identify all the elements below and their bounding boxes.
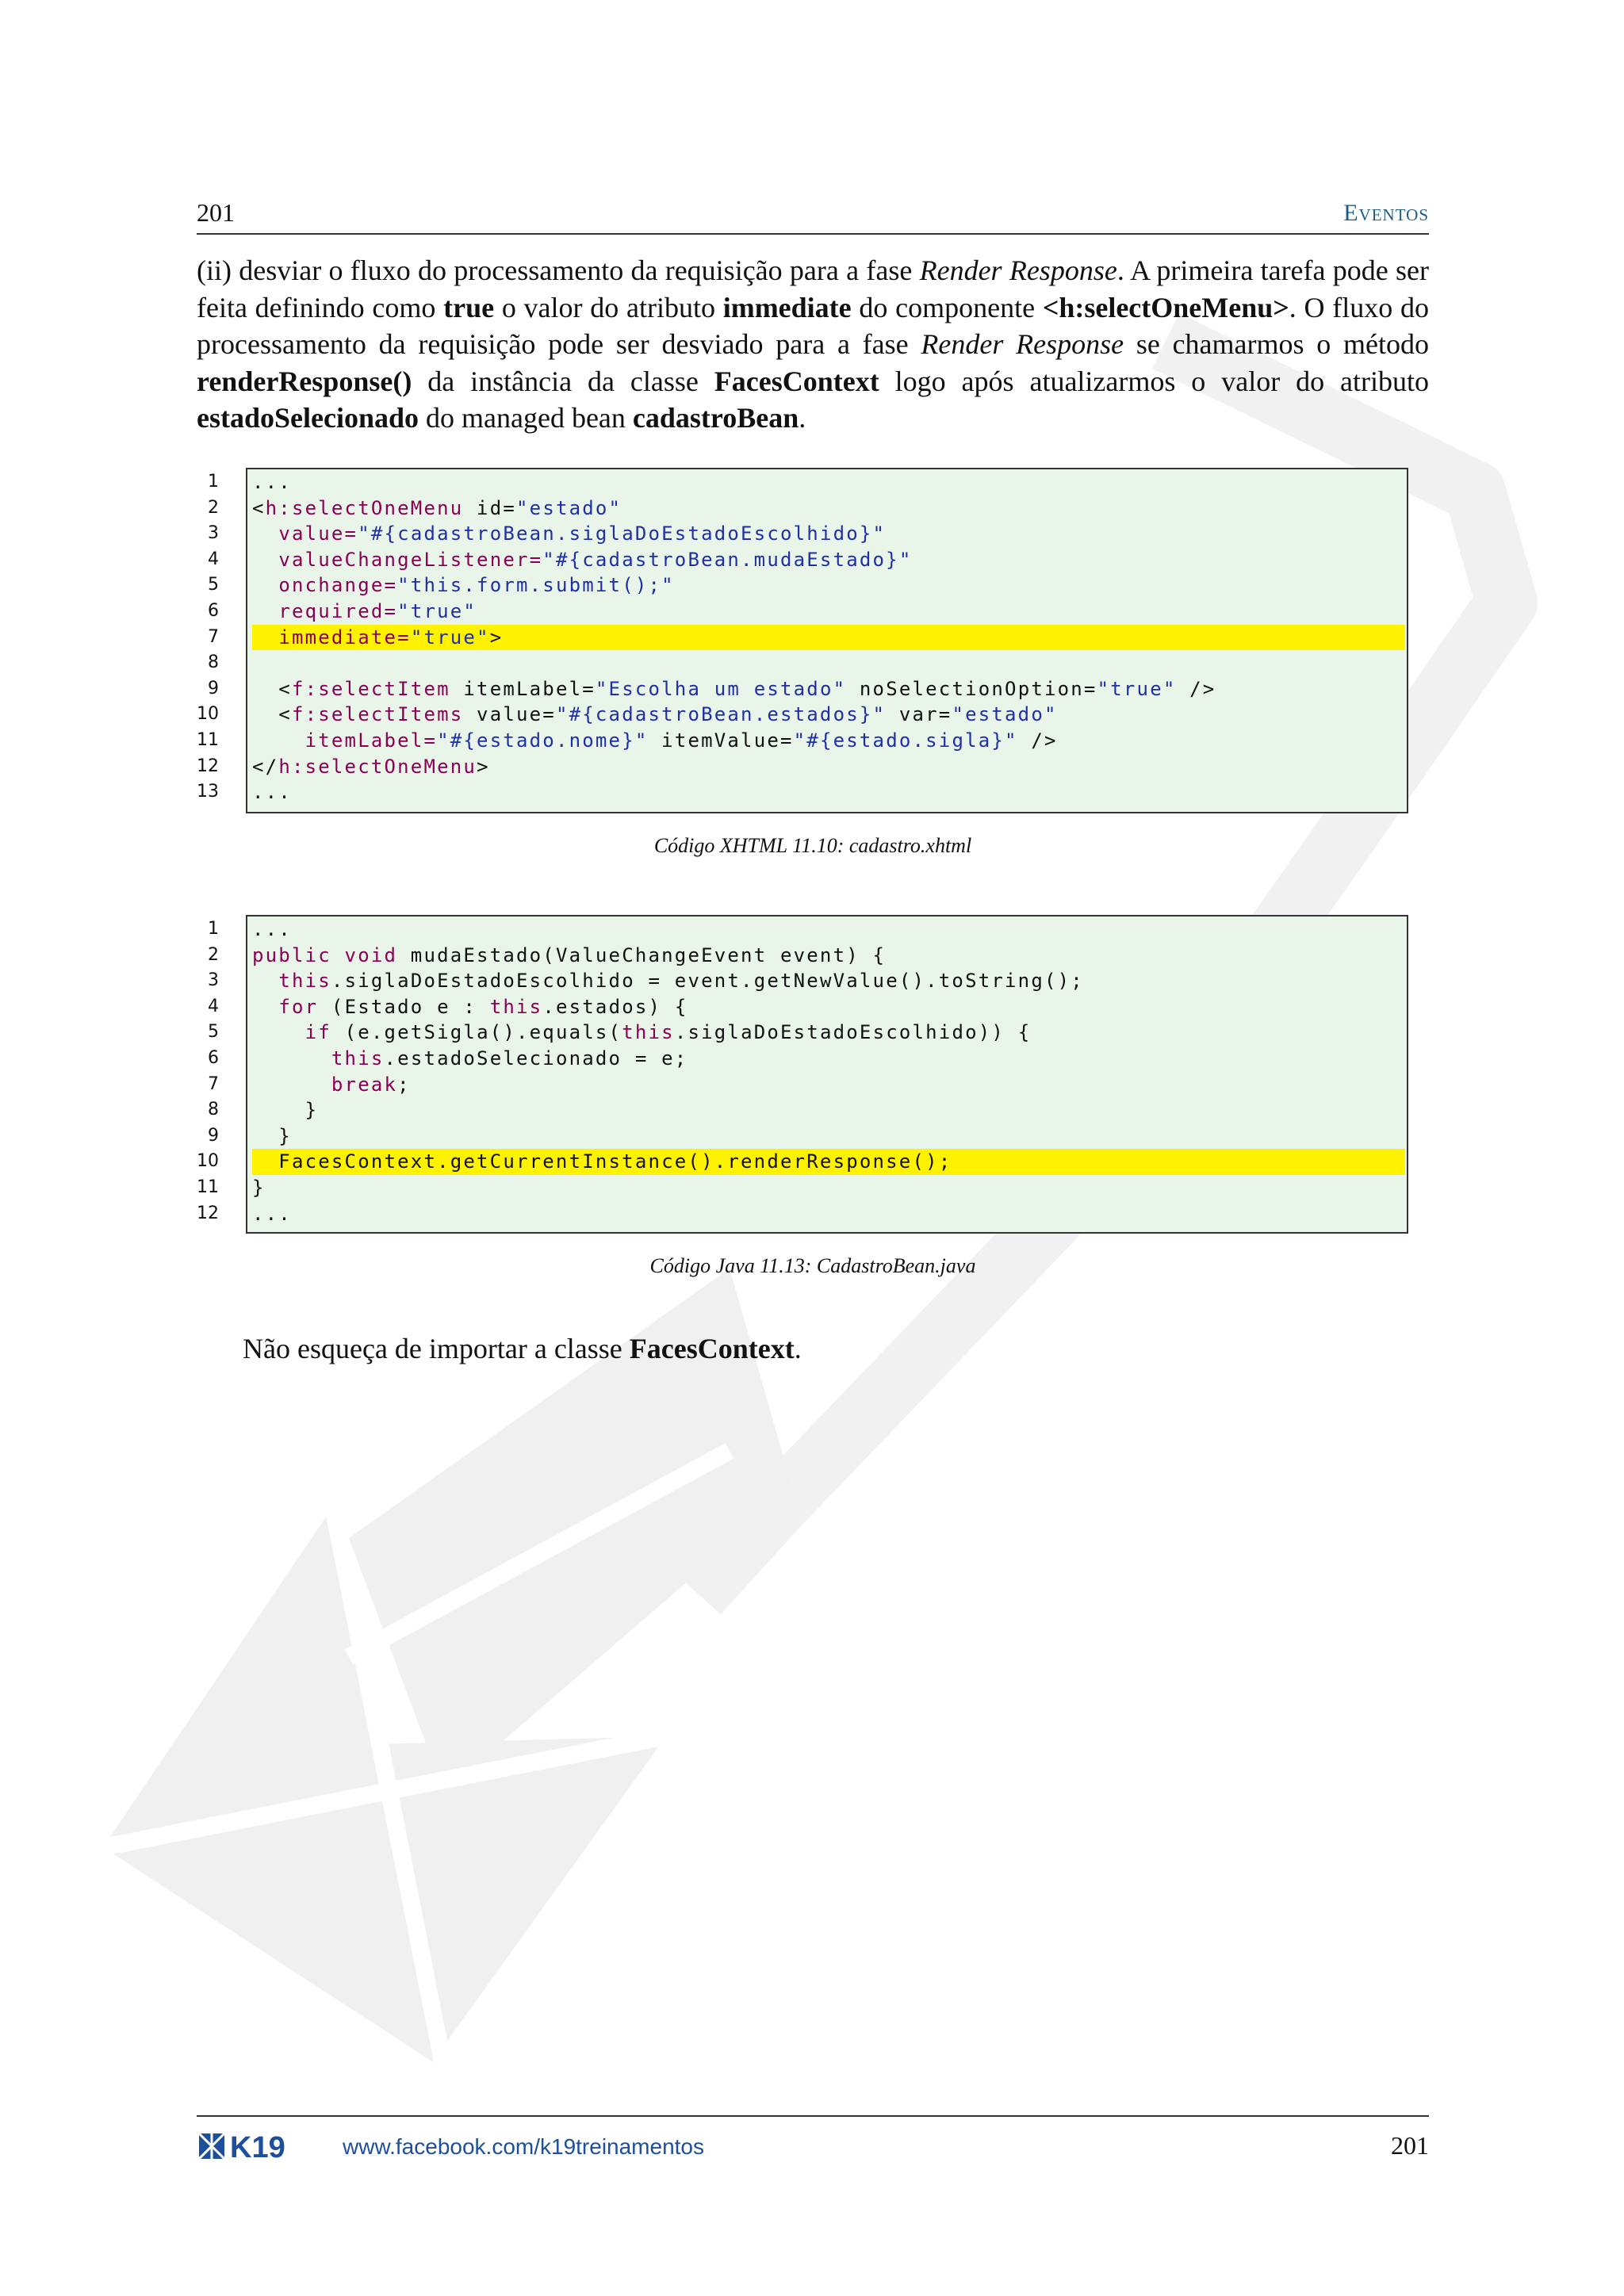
line-number: 10 <box>197 704 219 725</box>
code-caption-java: Código Java 11.13: CadastroBean.java <box>649 1254 976 1277</box>
code-line <box>197 1046 1410 1072</box>
code-line <box>197 521 1410 547</box>
code-text: this.estadoSelecionado = e; <box>331 1047 688 1070</box>
footer-rule <box>197 2115 1429 2117</box>
body-paragraph: (ii) desviar o fluxo do processamento da requisição para a fase Render Response. A primeira tarefa pode ser feita definindo como true o valor do atributo immediate do componente <h:selectOneMenu>. O fluxo do processamento da requisição pode ser desviado para a fase Render Response se chamarmos o método renderResponse() da instância da classe FacesContext logo após atualizarmos o valor do atributo estadoSelecionado do managed bean cadastroBean. <box>197 254 1429 434</box>
line-number: 7 <box>208 1073 219 1094</box>
code-line <box>197 1020 1410 1046</box>
code-line <box>197 1097 1410 1123</box>
line-number: 3 <box>208 523 219 544</box>
xhtml-code-listing <box>197 468 1410 813</box>
code-text <box>252 650 1405 676</box>
code-text: if (e.getSigla().equals(this.siglaDoEstadoEscolhido)) { <box>304 1021 1032 1044</box>
code-line <box>197 1201 1410 1227</box>
code-line <box>197 1123 1410 1150</box>
chapter-title: Eventos <box>1343 200 1429 226</box>
code-line <box>197 1149 1410 1175</box>
facebook-link[interactable]: www.facebook.com/k19treinamentos <box>343 2134 704 2159</box>
line-number: 6 <box>208 1048 219 1068</box>
line-number: 8 <box>208 652 219 673</box>
java-code-listing <box>197 915 1410 1234</box>
line-number: 1 <box>208 472 219 492</box>
line-number: 5 <box>208 575 219 595</box>
code-text: <f:selectItems value="#{cadastroBean.estados}" var="estado" <box>252 703 1058 726</box>
code-line <box>197 469 1410 496</box>
svg-text:K19: K19 <box>230 2131 285 2161</box>
line-number: 9 <box>208 1125 219 1146</box>
code-text: for (Estado e : this.estados) { <box>278 995 688 1018</box>
code-text: break; <box>331 1073 411 1096</box>
code-line <box>197 547 1410 573</box>
code-line <box>197 572 1410 599</box>
line-number: 12 <box>197 756 219 776</box>
code-line <box>197 599 1410 625</box>
code-line <box>197 968 1410 994</box>
line-number: 3 <box>208 970 219 991</box>
code-text: ... <box>252 1202 292 1225</box>
code-text: required="true" <box>278 600 477 622</box>
k19-logo <box>198 2131 319 2161</box>
line-number: 13 <box>197 782 219 802</box>
line-number: 9 <box>208 678 219 698</box>
highlighted-code-text: immediate="true"> <box>252 625 1405 651</box>
line-number: 2 <box>208 497 219 518</box>
line-number: 12 <box>197 1203 219 1223</box>
code-text: } <box>252 1099 319 1122</box>
code-line <box>197 1072 1410 1098</box>
code-text: itemLabel="#{estado.nome}" itemValue="#{estado.sigla}" /> <box>304 729 1058 752</box>
code-caption-xhtml: Código XHTML 11.10: cadastro.xhtml <box>653 834 972 857</box>
code-text: } <box>252 1124 292 1147</box>
code-text: this.siglaDoEstadoEscolhido = event.getNewValue().toString(); <box>278 970 1084 993</box>
line-number: 1 <box>208 919 219 939</box>
code-text: </h:selectOneMenu> <box>252 755 490 778</box>
code-text: value="#{cadastroBean.siglaDoEstadoEscolhido}" <box>278 522 887 545</box>
line-number: 11 <box>197 730 219 750</box>
code-line <box>197 754 1410 780</box>
line-number: 11 <box>197 1177 219 1197</box>
code-text: public void mudaEstado(ValueChangeEvent event) { <box>252 943 887 966</box>
running-header <box>197 198 1429 235</box>
code-text: <h:selectOneMenu id="estado" <box>252 496 622 519</box>
code-text: onchange="this.form.submit();" <box>278 574 675 597</box>
line-number: 4 <box>208 996 219 1016</box>
code-line <box>197 779 1410 806</box>
line-number: 7 <box>208 626 219 647</box>
code-line <box>197 702 1410 728</box>
highlighted-code-text: FacesContext.getCurrentInstance().renderResponse(); <box>252 1149 1405 1175</box>
code-text: } <box>252 1177 266 1199</box>
code-line <box>197 650 1410 676</box>
header-page-number: 201 <box>197 198 235 227</box>
code-text: ... <box>252 918 292 940</box>
code-line <box>197 728 1410 754</box>
code-line <box>197 496 1410 522</box>
code-line <box>197 676 1410 702</box>
closing-sentence: Não esqueça de importar a classe FacesContext. <box>243 1333 802 1364</box>
code-line <box>197 916 1410 943</box>
code-line <box>197 1175 1410 1201</box>
code-text: <f:selectItem itemLabel="Escolha um estado" noSelectionOption="true" /> <box>252 677 1216 700</box>
line-number: 2 <box>208 944 219 965</box>
code-text: ... <box>252 781 292 804</box>
line-number: 4 <box>208 549 219 569</box>
code-line <box>197 994 1410 1020</box>
line-number: 8 <box>208 1100 219 1120</box>
line-number: 5 <box>208 1022 219 1043</box>
code-text: ... <box>252 471 292 493</box>
line-number: 10 <box>197 1151 219 1172</box>
code-text: valueChangeListener="#{cadastroBean.mudaEstado}" <box>278 548 913 571</box>
code-line <box>197 943 1410 969</box>
footer-page-number: 201 <box>1391 2131 1429 2160</box>
code-line <box>197 625 1410 651</box>
line-number: 6 <box>208 601 219 621</box>
